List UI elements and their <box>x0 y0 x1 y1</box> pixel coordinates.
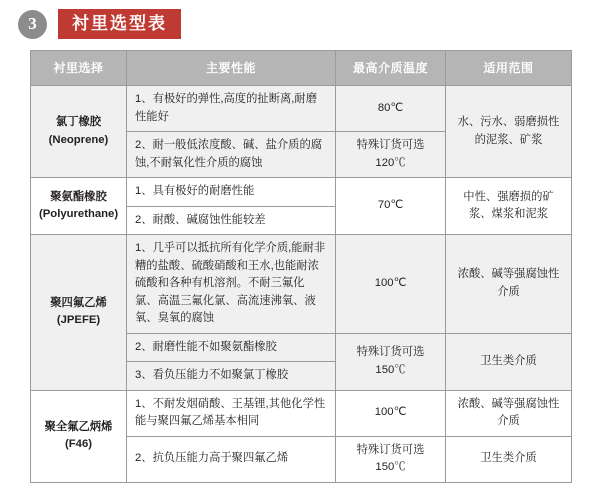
material-cell <box>31 86 127 178</box>
page-title: 衬里选型表 <box>58 9 181 39</box>
scope-cell: 水、污水、弱磨损性的泥浆、矿浆 <box>446 86 572 178</box>
table-row <box>31 390 572 436</box>
performance-cell: 2、抗负压能力高于聚四氟乙烯 <box>127 436 336 482</box>
temperature-cell: 特殊订货可选150℃ <box>336 333 446 390</box>
material-name-en: (F46) <box>65 438 92 450</box>
column-header-performance: 主要性能 <box>127 51 336 86</box>
performance-cell: 1、具有极好的耐磨性能 <box>127 178 336 207</box>
performance-cell: 2、耐酸、碱腐蚀性能较差 <box>127 206 336 235</box>
column-header-scope: 适用范围 <box>446 51 572 86</box>
column-header-max-temp: 最高介质温度 <box>336 51 446 86</box>
table-row <box>31 178 572 207</box>
material-name-en: (Polyurethane) <box>39 208 119 220</box>
material-cell <box>31 390 127 482</box>
scope-cell: 浓酸、碱等强腐蚀性介质 <box>446 235 572 334</box>
table <box>30 50 572 483</box>
performance-cell: 2、耐一般低浓度酸、碱、盐介质的腐蚀,不耐氧化性介质的腐蚀 <box>127 132 336 178</box>
material-name-cn: 氯丁橡胶 <box>55 116 102 128</box>
temperature-cell: 特殊订货可选120℃ <box>336 132 446 178</box>
page-header <box>18 8 181 40</box>
table-header-row <box>31 51 572 86</box>
scope-cell: 卫生类介质 <box>446 436 572 482</box>
material-name-en: (JPEFE) <box>56 314 101 327</box>
scope-cell: 中性、强磨损的矿浆、煤浆和泥浆 <box>446 178 572 235</box>
performance-cell: 3、看负压能力不如聚氯丁橡胶 <box>127 362 336 391</box>
material-name-en: (Neoprene) <box>48 133 109 146</box>
step-badge: 3 <box>18 10 47 39</box>
material-name-cn: 聚全氟乙炳烯 <box>44 420 113 433</box>
temperature-cell: 100℃ <box>336 235 446 334</box>
temperature-cell: 70℃ <box>336 178 446 235</box>
performance-cell: 1、几乎可以抵抗所有化学介质,能耐非糟的盐酸、硫酸硝酸和王水,也能耐浓硫酸和各种有机溶剂。不耐三氟化氯、高温三氟化氯、高流速沸氧、液氧、臭氧的腐蚀 <box>127 235 336 334</box>
material-cell <box>31 235 127 391</box>
lining-selection-table <box>30 50 571 483</box>
table-row <box>31 86 572 132</box>
performance-cell: 1、有极好的弹性,高度的扯断离,耐磨性能好 <box>127 86 336 132</box>
material-cell <box>31 178 127 235</box>
table-row <box>31 235 572 334</box>
scope-cell: 浓酸、碱等强腐蚀性介质 <box>446 390 572 436</box>
column-header-lining: 衬里选择 <box>31 51 127 86</box>
performance-cell: 1、不耐发烟硝酸、王基锂,其他化学性能与聚四氟乙烯基本相同 <box>127 390 336 436</box>
temperature-cell: 特殊订货可选150℃ <box>336 436 446 482</box>
material-name-cn: 聚氨酯橡胶 <box>50 190 107 203</box>
temperature-cell: 100℃ <box>336 390 446 436</box>
performance-cell: 2、耐磨性能不如聚氨酯橡胶 <box>127 333 336 362</box>
scope-cell: 卫生类介质 <box>446 333 572 390</box>
temperature-cell: 80℃ <box>336 86 446 132</box>
material-name-cn: 聚四氟乙烯 <box>50 296 107 309</box>
